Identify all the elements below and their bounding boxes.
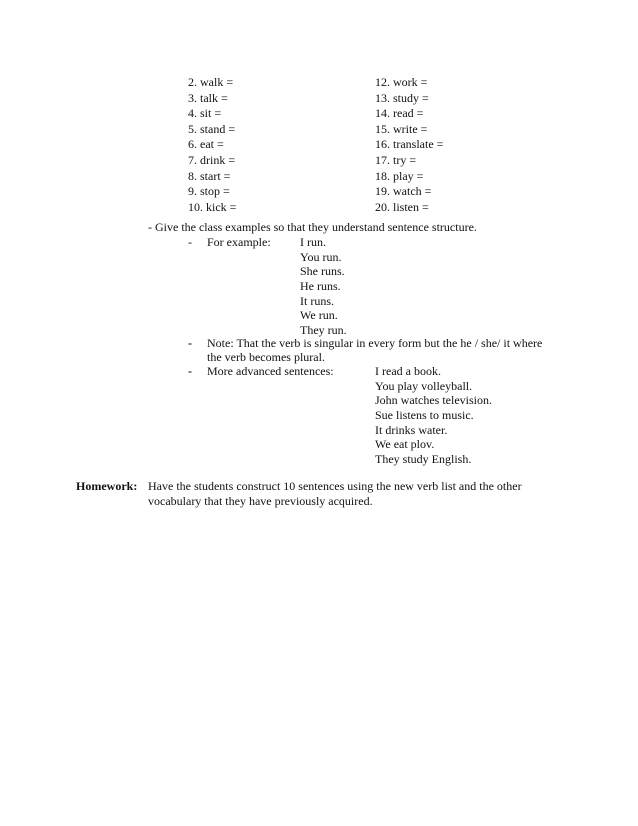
verb-item: 9. stop = — [188, 184, 230, 199]
verb-item: 13. study = — [375, 90, 429, 105]
verb-item: 20. listen = — [375, 199, 429, 214]
verb-item: 3. talk = — [188, 90, 228, 105]
example-sentences — [300, 235, 347, 338]
homework-line-2: vocabulary that they have previously acquired. — [148, 494, 373, 508]
advanced-sentence: We eat plov. — [375, 437, 435, 452]
advanced-sentence: They study English. — [375, 452, 472, 467]
verb-item: 10. kick = — [188, 199, 237, 214]
instruction-text: - Give the class examples so that they understand sentence structure. — [148, 220, 477, 234]
advanced-sentence: Sue listens to music. — [375, 408, 474, 423]
verb-item: 7. drink = — [188, 152, 236, 167]
example-sentence: She runs. — [300, 264, 345, 279]
advanced-sentence: John watches television. — [375, 393, 492, 408]
verb-item: 15. write = — [375, 121, 428, 136]
verb-item: 6. eat = — [188, 137, 224, 152]
example-sentence: They run. — [300, 323, 347, 338]
advanced-sentence: It drinks water. — [375, 422, 448, 437]
example-sentence: We run. — [300, 308, 338, 323]
bullet-dash: - — [188, 235, 192, 249]
example-sentence: I run. — [300, 235, 326, 249]
verb-item: 17. try = — [375, 152, 417, 167]
bullet-dash: - — [188, 364, 192, 378]
example-sentence: He runs. — [300, 279, 341, 294]
homework-label: Homework: — [76, 479, 138, 493]
verb-item: 16. translate = — [375, 137, 444, 152]
note-line-1: Note: That the verb is singular in every form but the he / she/ it where — [207, 336, 543, 350]
example-sentence: It runs. — [300, 293, 334, 308]
verb-list-right — [375, 75, 443, 215]
verb-item: 2. walk = — [188, 75, 234, 89]
verb-item: 18. play = — [375, 168, 424, 183]
for-example-label: For example: — [207, 235, 271, 249]
advanced-sentence: You play volleyball. — [375, 378, 473, 393]
example-sentence: You run. — [300, 249, 342, 264]
advanced-sentence: I read a book. — [375, 364, 441, 378]
verb-item: 5. stand = — [188, 121, 236, 136]
bullet-dash: - — [188, 336, 192, 350]
verb-list-left — [188, 75, 236, 215]
verb-item: 4. sit = — [188, 106, 222, 121]
advanced-sentences — [375, 364, 492, 467]
verb-item: 14. read = — [375, 106, 424, 121]
advanced-label: More advanced sentences: — [207, 364, 334, 378]
verb-item: 12. work = — [375, 75, 428, 89]
homework-line-1: Have the students construct 10 sentences using the new verb list and the other — [148, 479, 522, 493]
verb-item: 8. start = — [188, 168, 231, 183]
verb-item: 19. watch = — [375, 184, 432, 199]
note-line-2: the verb becomes plural. — [207, 350, 325, 364]
